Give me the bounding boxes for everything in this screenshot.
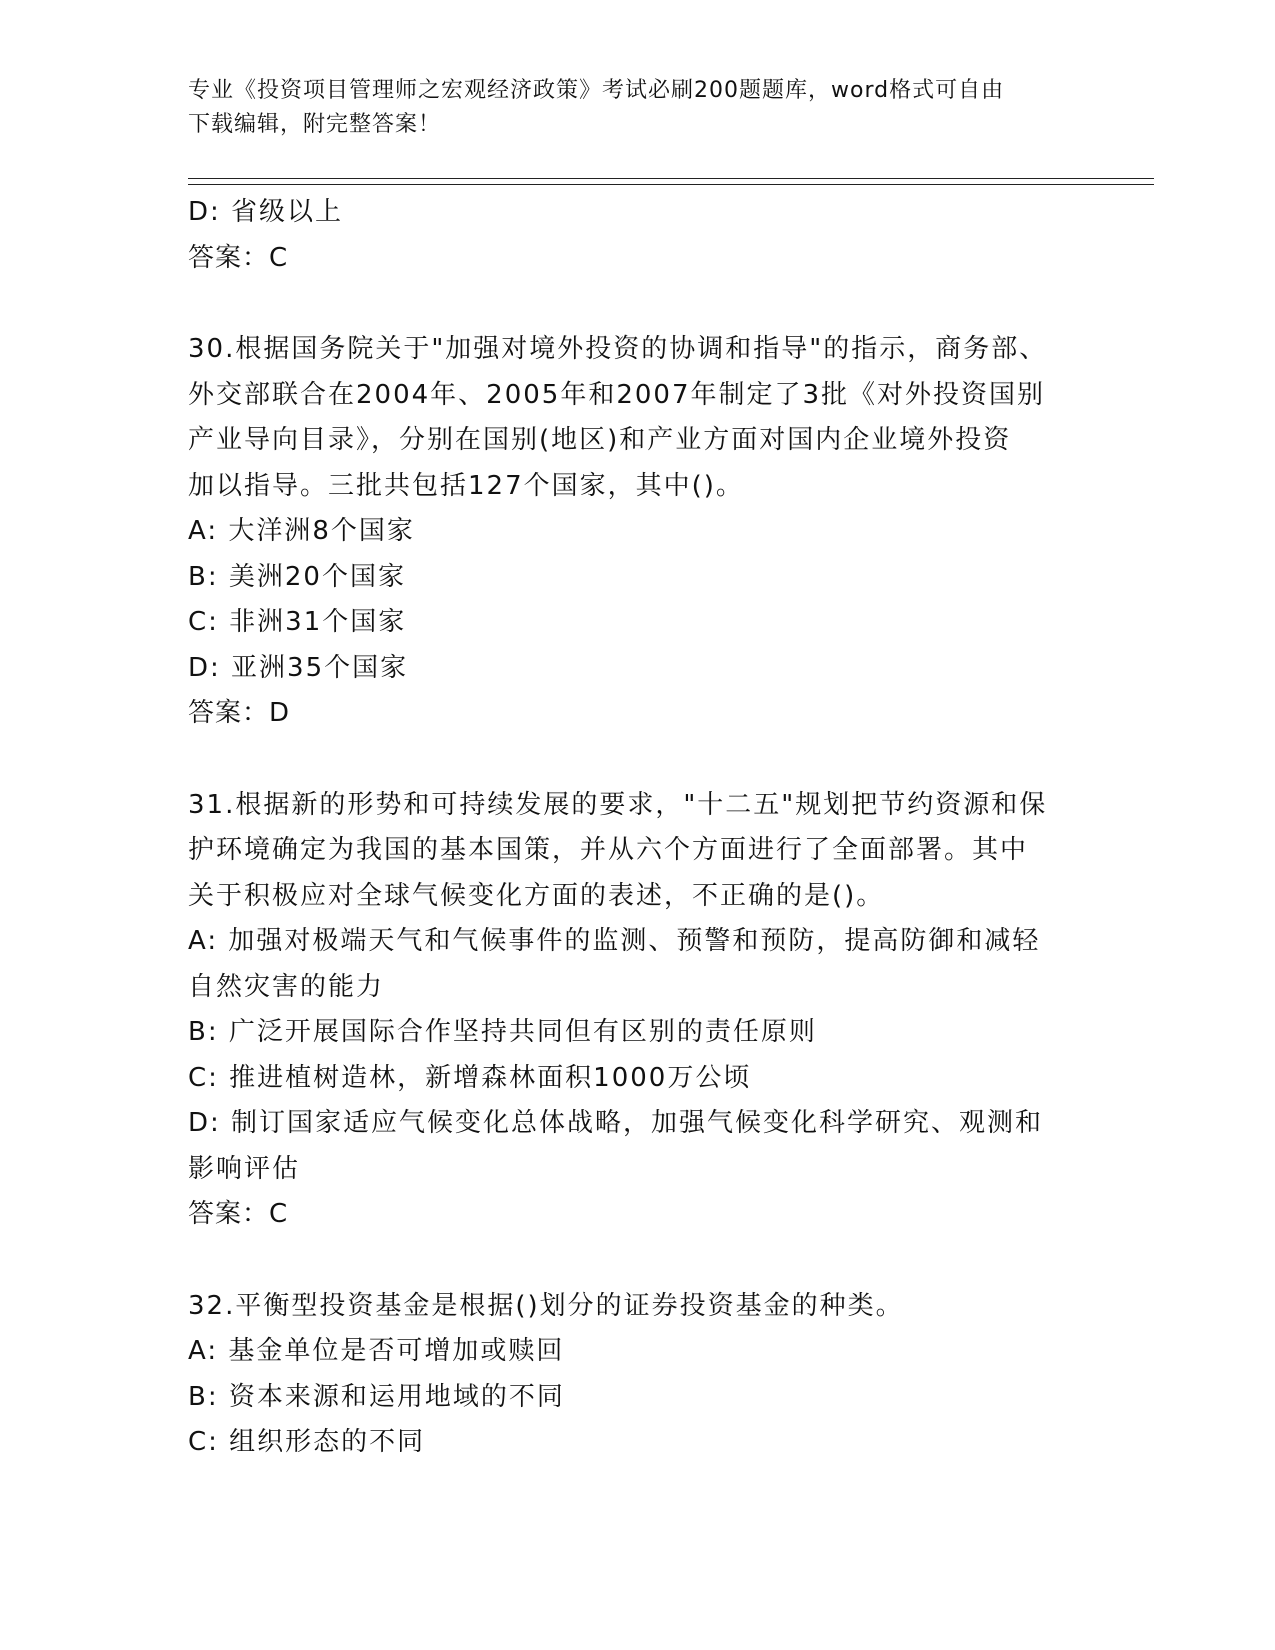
question-31 xyxy=(188,783,1088,1238)
q30-option-a: A: 大洋洲8个国家 xyxy=(188,516,415,546)
q31-option-d-cont: 影响评估 xyxy=(188,1153,301,1184)
q31-stem-line: 护环境确定为我国的基本国策，并从六个方面进行了全面部署。其中 xyxy=(188,835,1029,865)
q32-option-c: C: 组织形态的不同 xyxy=(188,1427,426,1457)
q30-answer: 答案：D xyxy=(188,698,291,728)
q32-stem-line: 32.平衡型投资基金是根据()划分的证券投资基金的种类。 xyxy=(188,1290,904,1321)
question-content xyxy=(188,190,1088,1466)
header-line-1: 专业《投资项目管理师之宏观经济政策》考试必刷200题题库，word格式可自由 xyxy=(188,78,1005,103)
question-32 xyxy=(188,1284,1088,1466)
q30-stem-line: 加以指导。三批共包括127个国家，其中()。 xyxy=(188,470,744,501)
document-header xyxy=(188,74,1088,142)
q31-option-d: D: 制订国家适应气候变化总体战略，加强气候变化科学研究、观测和 xyxy=(188,1108,1044,1138)
q31-stem-line: 关于积极应对全球气候变化方面的表述，不正确的是()。 xyxy=(188,880,885,911)
q32-option-a: A: 基金单位是否可增加或赎回 xyxy=(188,1336,565,1366)
header-line-2: 下载编辑，附完整答案！ xyxy=(188,112,442,137)
q31-option-a: A: 加强对极端天气和气候事件的监测、预警和预防，提高防御和减轻 xyxy=(188,926,1041,956)
q30-stem-line: 外交部联合在2004年、2005年和2007年制定了3批《对外投资国别 xyxy=(188,379,1046,410)
q31-stem-line: 31.根据新的形势和可持续发展的要求，"十二五"规划把节约资源和保 xyxy=(188,789,1048,820)
q30-stem-line: 30.根据国务院关于"加强对境外投资的协调和指导"的指示，商务部、 xyxy=(188,334,1048,364)
q32-option-b: B: 资本来源和运用地域的不同 xyxy=(188,1381,565,1412)
header-rule-top xyxy=(188,178,1154,179)
q31-answer: 答案：C xyxy=(188,1199,289,1229)
q30-option-c: C: 非洲31个国家 xyxy=(188,607,407,637)
q30-stem-line: 产业导向目录》，分别在国别(地区)和产业方面对国内企业境外投资 xyxy=(188,425,1012,455)
q30-option-d: D: 亚洲35个国家 xyxy=(188,652,409,683)
q31-option-b: B: 广泛开展国际合作坚持共同但有区别的责任原则 xyxy=(188,1017,817,1047)
q31-option-c: C: 推进植树造林，新增森林面积1000万公顷 xyxy=(188,1062,752,1093)
prev-answer: 答案：C xyxy=(188,242,289,273)
prev-option-d: D: 省级以上 xyxy=(188,197,344,227)
header-rule-bottom xyxy=(188,184,1154,185)
q30-option-b: B: 美洲20个国家 xyxy=(188,561,406,592)
question-30 xyxy=(188,327,1088,737)
q31-option-a-cont: 自然灾害的能力 xyxy=(188,971,385,1002)
